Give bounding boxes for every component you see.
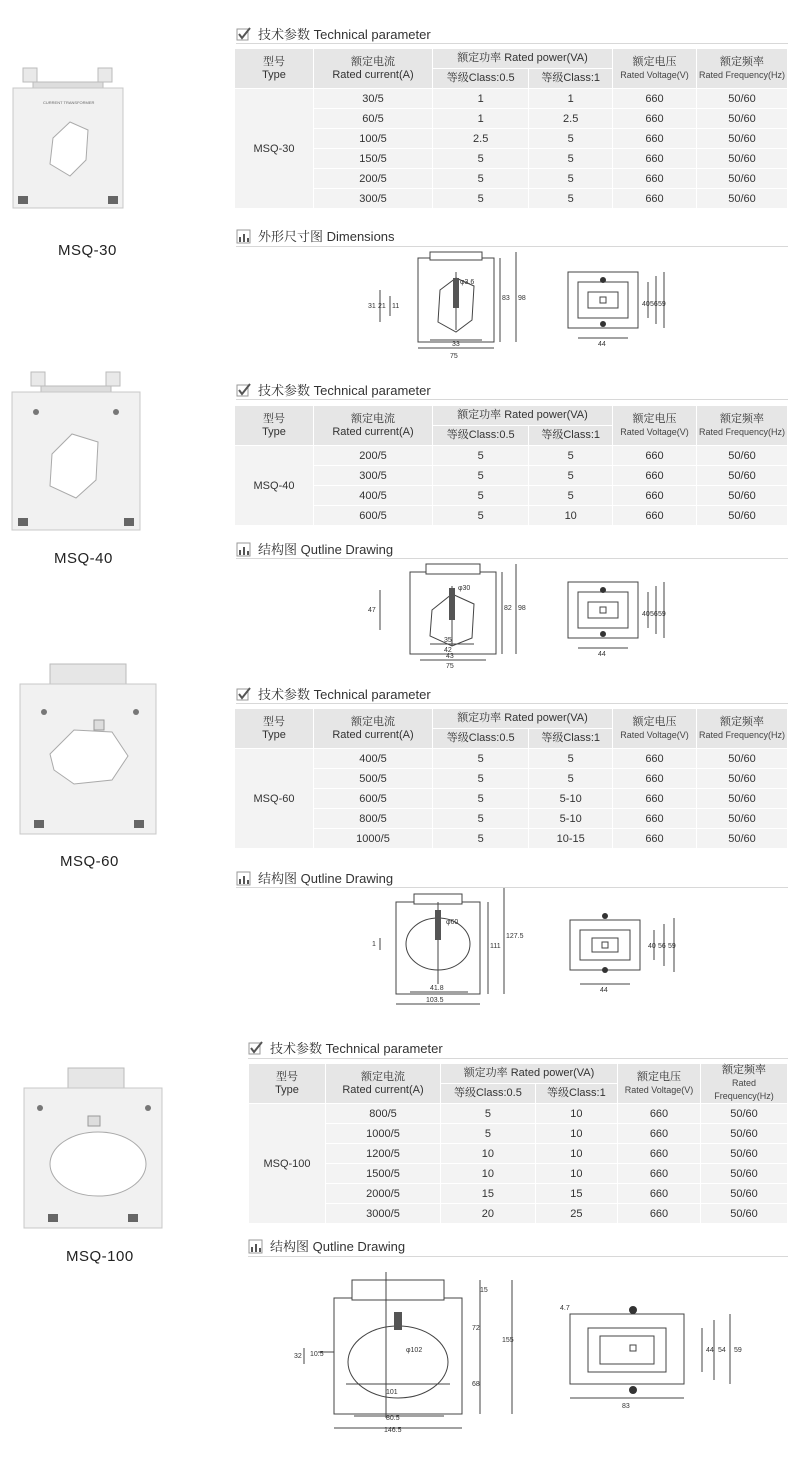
svg-text:40: 40 [642,301,650,308]
svg-text:111: 111 [490,943,501,950]
svg-text:56: 56 [658,943,666,950]
divider [236,703,788,704]
check-icon [236,26,252,42]
svg-text:44: 44 [598,341,606,348]
svg-text:59: 59 [658,301,666,308]
svg-text:42: 42 [444,647,452,654]
drawing-title: 结构图 Qutline Drawing [258,871,394,886]
product-photo-msq100 [18,1064,238,1234]
drawing-title: 结构图 Qutline Drawing [258,542,394,557]
svg-text:41.8: 41.8 [430,985,444,992]
svg-text:33: 33 [452,341,460,348]
product-photo-msq40 [6,368,226,538]
check-icon [248,1040,264,1056]
drawing-title: 外形尺寸图 Dimensions [258,229,395,244]
svg-text:98: 98 [518,605,526,612]
svg-text:40: 40 [642,611,650,618]
product-name-msq40: MSQ-40 [54,550,113,567]
tech-header-msq40 [236,380,431,399]
svg-text:CURRENT TRANSFORMER: CURRENT TRANSFORMER [43,100,95,105]
svg-text:83: 83 [502,295,510,302]
check-icon [236,686,252,702]
svg-text:82: 82 [504,605,512,612]
chart-icon [248,1238,264,1254]
svg-text:75: 75 [446,663,454,670]
svg-text:φ60: φ60 [446,919,459,926]
drawing-msq60 [360,888,690,1010]
tech-title: 技术参数 Technical parameter [270,1041,443,1056]
svg-text:155: 155 [502,1337,514,1344]
tech-header-msq30 [236,24,431,43]
svg-text:98: 98 [518,295,526,302]
drawing-msq100 [290,1268,770,1440]
svg-text:101: 101 [386,1389,398,1396]
tech-title: 技术参数 Technical parameter [258,27,431,42]
svg-text:φ3.6: φ3.6 [460,279,475,286]
tech-header-msq60 [236,684,431,703]
svg-text:35: 35 [444,637,452,644]
check-icon [236,382,252,398]
svg-text:72: 72 [472,1325,480,1332]
tech-title: 技术参数 Technical parameter [258,687,431,702]
drawing-title: 结构图 Qutline Drawing [270,1239,406,1254]
divider [236,246,788,247]
product-name-msq30: MSQ-30 [58,242,117,259]
spec-table-msq100: 型号 Type 额定电流 Rated current(A) 额定功率 Rated power(VA) 额定电压 Rated Voltage(V) 额定频率 Rated Frequency(Hz) 等级Class:0.5 等级Class:1 MSQ-100 800/5 5 10 660 50/60 1000/5 5 10 660 50/60 1200/5 10 10 660 50/60 1500/5 10 10 660 50/60 2000/5 15 15 660 50/60 3000/5 20 25 660 50/60 [248,1063,788,1224]
svg-text:1: 1 [372,941,376,948]
svg-text:15: 15 [480,1287,488,1294]
svg-text:44: 44 [706,1347,714,1354]
tech-header-msq100 [248,1038,443,1057]
drawing-header-msq40 [236,539,393,558]
chart-icon [236,541,252,557]
svg-text:φ30: φ30 [458,585,471,592]
drawing-msq30 [360,250,680,362]
svg-text:φ102: φ102 [406,1347,423,1354]
svg-text:68: 68 [472,1381,480,1388]
tech-title: 技术参数 Technical parameter [258,383,431,398]
divider [236,399,788,400]
chart-icon [236,228,252,244]
product-name-msq100: MSQ-100 [66,1248,134,1265]
svg-text:59: 59 [734,1347,742,1354]
svg-text:83: 83 [622,1403,630,1410]
svg-text:80.5: 80.5 [386,1415,400,1422]
svg-text:54: 54 [718,1347,726,1354]
svg-text:4.7: 4.7 [560,1305,570,1312]
svg-text:31: 31 [368,303,376,310]
divider [248,1058,788,1059]
chart-icon [236,870,252,886]
divider [236,558,788,559]
svg-text:56: 56 [650,611,658,618]
drawing-msq40 [360,560,680,670]
svg-text:103.5: 103.5 [426,997,444,1004]
product-photo-msq30 [8,60,228,220]
spec-table-msq60: 型号 Type 额定电流 Rated current(A) 额定功率 Rated power(VA) 额定电压 Rated Voltage(V) 额定频率 Rated Frequency(Hz) 等级Class:0.5 等级Class:1 MSQ-60 400/5 5 5 660 50/60 500/5 5 5 660 50/60 600/5 5 5-10 660 50/60 800/5 5 5-10 660 50/60 1000/5 5 10-15 660 50/60 [234,708,788,849]
divider [248,1256,788,1257]
drawing-header-msq60 [236,868,393,887]
svg-text:43: 43 [446,653,454,660]
svg-text:75: 75 [450,353,458,360]
product-photo-msq60 [14,660,234,840]
svg-text:59: 59 [658,611,666,618]
spec-table-msq30: 型号 Type 额定电流 Rated current(A) 额定功率 Rated power(VA) 额定电压 Rated Voltage(V) 额定频率 Rated Frequency(Hz) 等级Class:0.5 等级Class:1 MSQ-30 30/5 1 1 660 50/60 60/5 1 2.5 660 50/60 100/5 2.5 5 660 50/60 150/5 5 5 660 50/60 200/5 5 5 660 50/60 300/5 5 5 660 50/60 [234,48,788,209]
product-name-msq60: MSQ-60 [60,853,119,870]
svg-text:146.5: 146.5 [384,1427,402,1434]
drawing-header-msq30 [236,226,395,245]
divider [236,43,788,44]
svg-text:47: 47 [368,607,376,614]
svg-text:44: 44 [600,987,608,994]
svg-text:44: 44 [598,651,606,658]
svg-text:59: 59 [668,943,676,950]
svg-text:21: 21 [378,303,386,310]
svg-text:40: 40 [648,943,656,950]
drawing-header-msq100 [248,1236,405,1255]
svg-text:10.5: 10.5 [310,1351,324,1358]
svg-text:127.5: 127.5 [506,933,524,940]
svg-text:56: 56 [650,301,658,308]
svg-text:32: 32 [294,1353,302,1360]
spec-table-msq40: 型号 Type 额定电流 Rated current(A) 额定功率 Rated power(VA) 额定电压 Rated Voltage(V) 额定频率 Rated Frequency(Hz) 等级Class:0.5 等级Class:1 MSQ-40 200/5 5 5 660 50/60 300/5 5 5 660 50/60 400/5 5 5 660 50/60 600/5 5 10 660 50/60 [234,405,788,526]
svg-text:11: 11 [392,303,400,310]
